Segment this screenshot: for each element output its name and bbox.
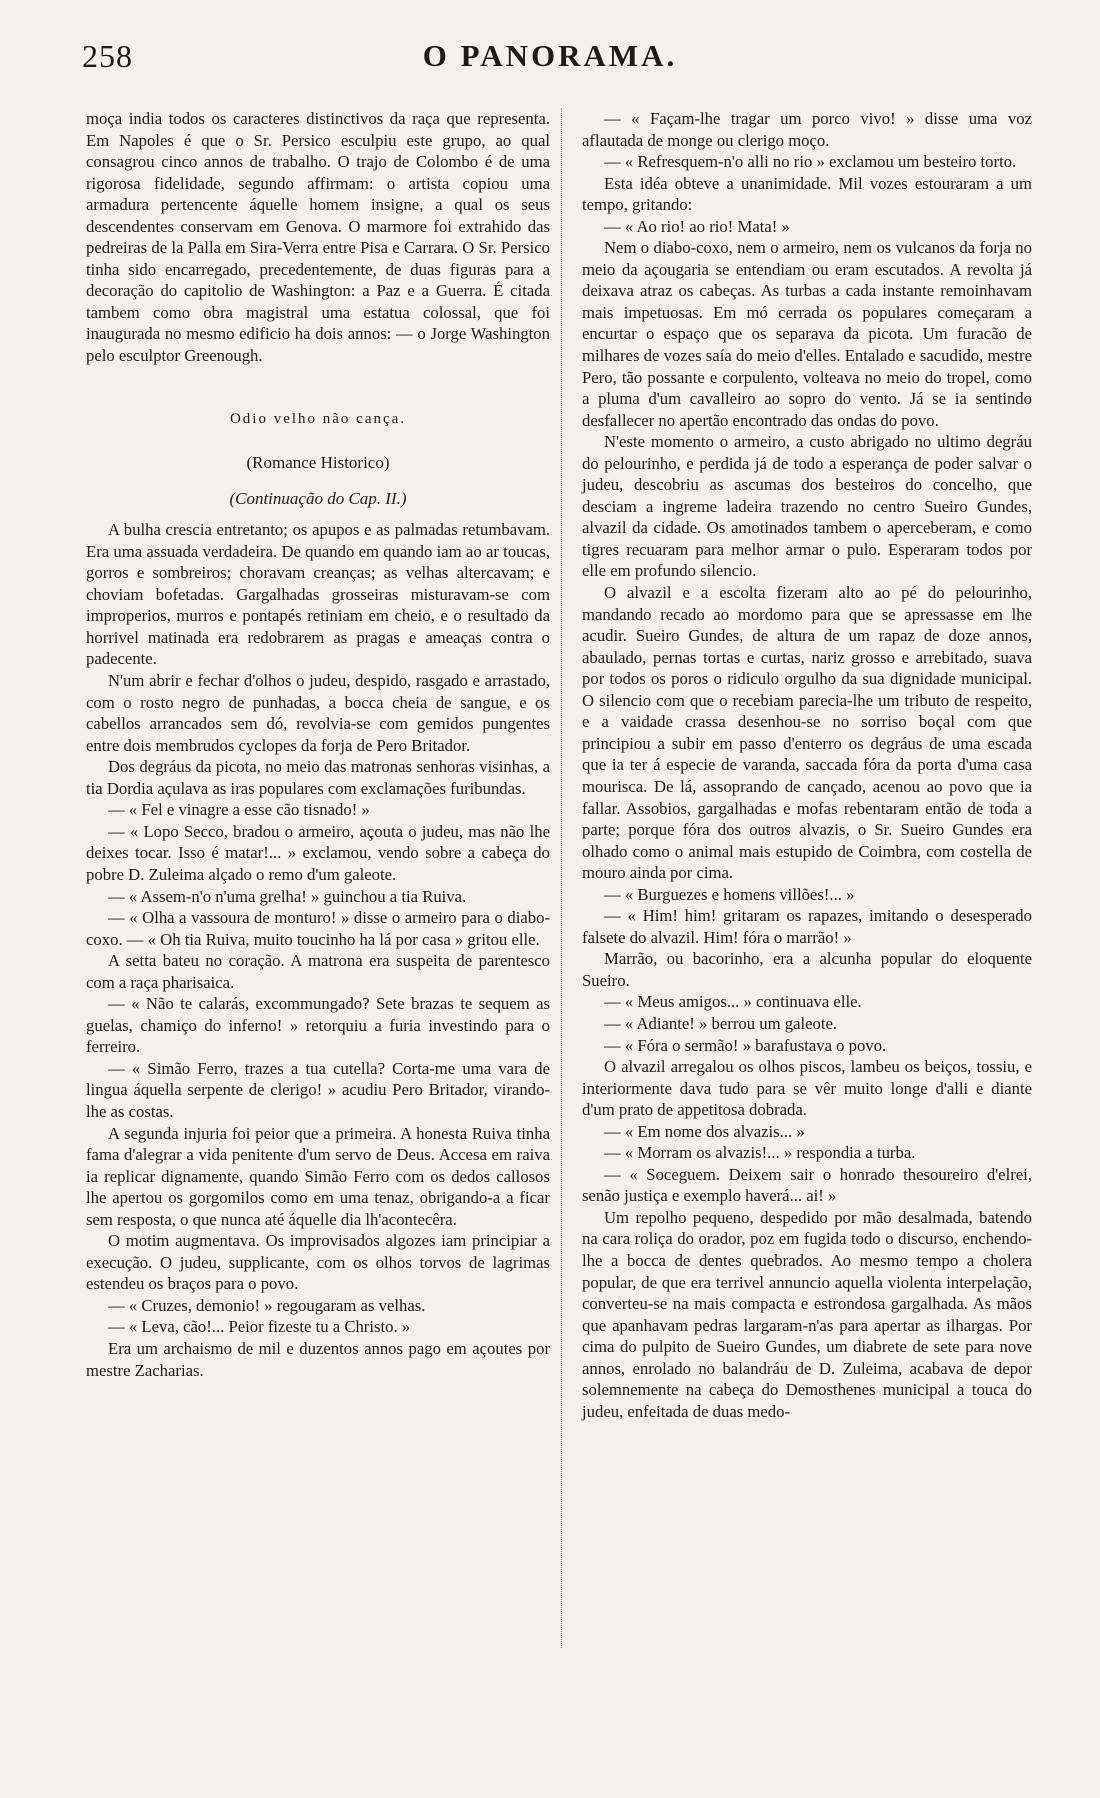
- story-paragraph: — « Fel e vinagre a esse cão tisnado! »: [108, 800, 370, 820]
- story-paragraph: N'um abrir e fechar d'olhos o judeu, despido, rasgado e arrastado, com o rosto negro de punhadas, a bocca cheia de sangue, e os cabellos arrancados sem dó, revolvia-se com gemidos pungentes entre dois membrudos cyclopes da forja de Pero Britador.: [86, 671, 550, 755]
- story-paragraph: Era um archaismo de mil e duzentos annos pago em açoutes por mestre Zacharias.: [86, 1338, 550, 1380]
- story-paragraph: Marrão, ou bacorinho, era a alcunha popular do eloquente Sueiro.: [582, 949, 1032, 990]
- story-paragraph: Dos degráus da picota, no meio das matronas senhoras visinhas, a tia Dordia açulava as iras populares com exclamações furibundas.: [86, 757, 550, 798]
- story-subtitle: (Romance Historico): [246, 453, 390, 473]
- story-paragraph: — « Ao rio! ao rio! Mata! »: [604, 216, 790, 236]
- story-paragraph: — « Soceguem. Deixem sair o honrado thesoureiro d'elrei, senão justiça e exemplo haverá... ai! »: [582, 1164, 1032, 1206]
- column-divider: [561, 108, 562, 1648]
- story-paragraph: Um repolho pequeno, despedido por mão desalmada, batendo na cara roliça do orador, poz em fugida todo o discurso, enchendo-lhe a bocca de dentes quebrados. Ao mesmo tempo a cholera popular, de que era terrivel annuncio aquella violenta interpelação, converteu-se na mais compacta e estrondosa gargalhada. As mãos que apanhavam pedras largaram-n'as para apertar as ilhargas. Por cima do pulpito de Sueiro Gundes, um diabrete de sete para nove annos, enrolado no balandráu de D. Zuleima, acabava de depor solemnemente na cabeça do Demosthenes municipal a touca do judeu, enfeitada de duas medo-: [582, 1207, 1032, 1421]
- article-paragraph: moça india todos os caracteres distinctivos da raça que representa. Em Napoles é que o Sr. Persico esculpiu este grupo, ao qual consagrou cinco annos de trabalho. O trajo de Colombo é de uma rigorosa fidelidade, segundo affirmam: o artista copiou uma armadura pertencente áquelle homem insigne, a qual os seus descendentes conservam em Genova. O marmore foi extrahido das pedreiras de la Palla em Sira-Verra entre Pisa e Carrara. O Sr. Persico tinha sido encarregado, precedentemente, de duas figuras para a decoração do capitolio de Washington: a Paz e a Guerra. É citada tambem como obra magistral uma estatua colossal, que foi inaugurada no mesmo edificio ha dois annos: — o Jorge Washington pelo esculptor Greenough.: [86, 109, 550, 366]
- story-paragraph: — « Olha a vassoura de monturo! » disse o armeiro para o diabo-coxo. — « Oh tia Ruiva, muito toucinho ha lá por casa » gritou elle.: [86, 908, 550, 949]
- story-paragraph: — « Leva, cão!... Peior fizeste tu a Christo. »: [108, 1317, 411, 1337]
- page-number: 258: [82, 38, 133, 74]
- story-paragraph: — « Burguezes e homens villões!... »: [604, 884, 855, 904]
- story-paragraph: A segunda injuria foi peior que a primeira. A honesta Ruiva tinha fama d'alegrar a vida penitente d'um servo de Deus. Accesa em raiva ia replicar dignamente, quando Simão Ferro com os dedos callosos lhe apertou os gorgomilos como em uma tenaz, obrigando-a a ficar sem resposta, o que nunca até áquelle dia lh'acontecêra.: [86, 1123, 550, 1229]
- story-paragraph: A bulha crescia entretanto; os apupos e as palmadas retumbavam. Era uma assuada verdadeira. De quando em quando iam ao ar toucas, gorros e sombreiros; choravam creanças; as velhas altercavam; e choviam bofetadas. Gargalhadas grosseiras misturavam-se com improperios, murros e pontapés retiniam em cheio, e o resultado da horrivel matinada era redobrarem as pragas e ameaças contra o padecente.: [86, 520, 550, 669]
- story-heading: [86, 409, 550, 510]
- left-column: [86, 108, 550, 1381]
- story-paragraph: — « Não te calarás, excommungado? Sete brazas te sequem as guelas, chamiço do inferno! » retorquiu a furia investindo para o ferreiro.: [86, 994, 550, 1057]
- journal-title: O PANORAMA.: [422, 38, 678, 73]
- story-paragraph: — « Adiante! » berrou um galeote.: [604, 1013, 838, 1033]
- story-paragraph: — « Him! him! gritaram os rapazes, imitando o desesperado falsete do alvazil. Him! fóra o marrão! »: [582, 906, 1032, 947]
- story-paragraph: N'este momento o armeiro, a custo abrigado no ultimo degráu do pelourinho, e perdida já de todo a esperança de poder salvar o judeu, descobriu as ascumas dos besteiros do concelho, que desciam a ingreme ladeira trazendo no centro Sueiro Gundes, alvazil da cidade. Os amotinados tambem o aperceberam, e como tigres recuaram para melhor armar o pulo. Esperaram todos por elle em profundo silencio.: [582, 432, 1032, 581]
- story-paragraph: — « Simão Ferro, trazes a tua cutella? Corta-me uma vara de lingua áquella serpente de clerigo! » acudiu Pero Britador, virando-lhe as costas.: [86, 1058, 550, 1121]
- story-paragraph: A setta bateu no coração. A matrona era suspeita de parentesco com a raça pharisaica.: [86, 951, 550, 992]
- story-paragraph: O alvazil e a escolta fizeram alto ao pé do pelourinho, mandando recado ao mordomo para que se apressasse em lhe acudir. Sueiro Gundes, de altura de um rapaz de doze annos, abaulado, pernas tortas e curtas, nariz grosso e arrebitado, suava por todos os poros o ridiculo orgulho da sua dignidade municipal. O silencio com que o recebiam parecia-lhe um tributo de respeito, e a vaidade crassa desenhou-se no sorriso boçal com que principiou a subir em passo d'enterro os degráus de uma escada que ia ter á especie de varanda, saccada fóra da porta d'uma casa mourisca. De lá, assoprando de cançado, acenou ao povo que ia fallar. Assobios, gargalhadas e mofas rebentaram então de toda a parte; porque fóra dos outros alvazis, o Sr. Sueiro Gundes era olhado como o animal mais estupido de Coimbra, com costella de mouro ainda por cima.: [582, 583, 1032, 883]
- story-paragraph: — « Morram os alvazis!... » respondia a turba.: [604, 1143, 916, 1163]
- story-title: Odio velho não cança.: [229, 410, 407, 427]
- story-paragraph: — « Fóra o sermão! » barafustava o povo.: [604, 1035, 887, 1055]
- story-continuation: (Continuação do Cap. II.): [229, 488, 407, 508]
- story-paragraph: — « Assem-n'o n'uma grelha! » guinchou a tia Ruiva.: [108, 886, 467, 906]
- story-paragraph: Nem o diabo-coxo, nem o armeiro, nem os vulcanos da forja no meio da açougaria se entendiam ou eram escutados. A revolta já deixava atraz os cabeças. As turbas a cada instante remoinhavam mais impetuosas. Em mó cerrada os populares começaram a encurtar o espaço que os separava da picota. Um furacão de milhares de vozes saía do meio d'elles. Entalado e sacudido, mestre Pero, tão possante e corpulento, volteava no meio do tropel, como a pluma d'um cavalleiro ao sopro do vento. Já se ia sentindo desfallecer no apertão encontrado das ondas do povo.: [582, 238, 1032, 430]
- story-paragraph: — « Meus amigos... » continuava elle.: [604, 992, 862, 1012]
- story-paragraph: Esta idéa obteve a unanimidade. Mil vozes estouraram a um tempo, gritando:: [582, 173, 1032, 215]
- story-paragraph: — « Façam-lhe tragar um porco vivo! » disse uma voz aflautada de monge ou clerigo moço.: [582, 109, 1032, 150]
- page-header: [0, 38, 1100, 98]
- story-paragraph: — « Refresquem-n'o alli no rio » exclamou um besteiro torto.: [604, 152, 1017, 172]
- story-paragraph: — « Lopo Secco, bradou o armeiro, açouta o judeu, mas não lhe deixes tocar. Isso é matar!... » exclamou, vendo sobre a cabeça do pobre D. Zuleima alçado o remo d'um galeote.: [86, 821, 550, 884]
- story-paragraph: O motim augmentava. Os improvisados algozes iam principiar a execução. O judeu, supplicante, com os olhos torvos de lagrimas estendeu os braços para o povo.: [86, 1231, 550, 1294]
- story-paragraph: — « Em nome dos alvazis... »: [604, 1121, 805, 1141]
- story-paragraph: — « Cruzes, demonio! » regougaram as velhas.: [108, 1295, 426, 1315]
- story-paragraph: O alvazil arregalou os olhos piscos, lambeu os beiços, tossiu, e interiormente dava tudo para se vêr muito longe d'alli e diante d'um prato de appetitosa dobrada.: [582, 1057, 1032, 1120]
- right-column: [582, 108, 1032, 1422]
